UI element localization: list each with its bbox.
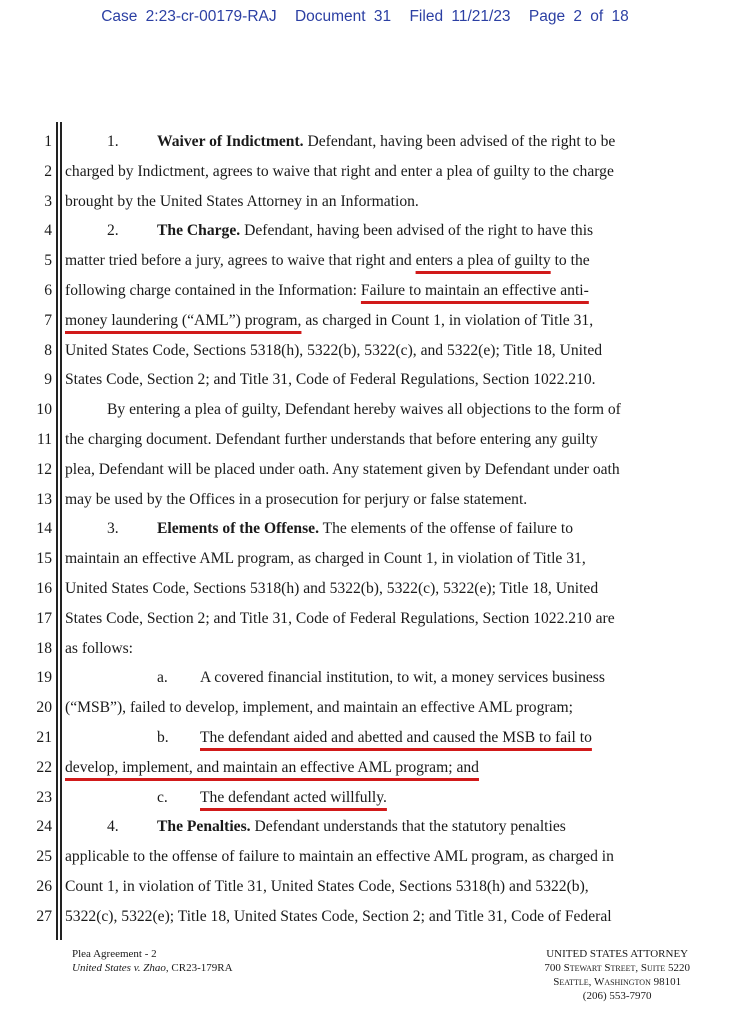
underlined-text: money laundering (“AML”) program, <box>65 311 302 329</box>
city-address: Seattle, Washington 98101 <box>553 976 682 988</box>
line-text <box>65 367 596 393</box>
line-number: 8 <box>44 341 52 359</box>
document-number: Document 31 <box>294 8 392 25</box>
line-text <box>65 457 620 483</box>
phone-number: (206) 553-7970 <box>582 990 652 1002</box>
text-run: charged by Indictment, agrees to waive that right and enter a plea of guilty to the charge <box>65 162 614 180</box>
text-run: as follows: <box>65 639 134 657</box>
text-run: may be used by the Offices in a prosecution for perjury or false statement. <box>65 490 528 508</box>
line-text <box>107 129 615 155</box>
text-run: matter tried before a jury, agrees to waive that right and <box>65 252 416 270</box>
text-run: Count 1, in violation of Title 31, United States Code, Sections 5318(h) and 5322(b), <box>65 878 589 895</box>
line-text <box>65 874 589 900</box>
document-line <box>0 606 730 632</box>
document-line <box>0 367 730 393</box>
text-run: to the <box>550 252 590 270</box>
underlined-text: enters a plea of guilty <box>415 252 551 270</box>
document-line <box>0 308 730 334</box>
document-line <box>0 487 730 513</box>
line-text <box>157 665 605 691</box>
document-line <box>0 844 730 870</box>
text-run: (“MSB”), failed to develop, implement, and maintain an effective AML program; <box>65 699 573 717</box>
line-number: 27 <box>36 907 52 925</box>
footer-case-caption: United States v. Zhao, CR23-179RA <box>72 962 233 974</box>
paragraph-marker: 1. <box>107 133 119 150</box>
document-line <box>0 129 730 155</box>
line-number: 7 <box>44 311 52 329</box>
line-number: 19 <box>36 669 52 687</box>
section-heading: The Charge. <box>157 222 241 240</box>
line-text <box>65 338 602 364</box>
street-address: 700 Stewart Street, Suite 5220 <box>544 962 690 974</box>
line-number: 16 <box>36 580 52 597</box>
line-number: 3 <box>44 192 52 210</box>
document-line <box>0 189 730 215</box>
line-text <box>65 278 589 304</box>
text-run: States Code, Section 2; and Title 31, Code of Federal Regulations, Section 1022.210. <box>65 371 596 389</box>
line-number: 1 <box>44 133 52 150</box>
text-run: United States Code, Sections 5318(h), 5322(b), 5322(c), and 5322(e); Title 18, United <box>65 341 603 359</box>
paragraph-marker: 3. <box>107 520 119 538</box>
text-run: the charging document. Defendant further understands that before entering any guilty <box>65 431 598 448</box>
line-number: 17 <box>36 609 52 627</box>
document-line <box>0 248 730 274</box>
line-text <box>65 606 615 632</box>
line-text <box>65 546 586 572</box>
document-line <box>0 338 730 364</box>
line-text <box>65 189 419 215</box>
text-run: Defendant, having been advised of the right to have this <box>240 222 594 240</box>
document-line <box>0 546 730 572</box>
document-line <box>0 904 730 930</box>
document-line <box>0 576 730 602</box>
line-text <box>65 636 133 662</box>
paragraph-marker: 2. <box>107 222 119 240</box>
text-run: 5322(c), 5322(e); Title 18, United States Code, Section 2; and Title 31, Code of Federal <box>65 907 612 925</box>
line-text <box>65 427 598 453</box>
line-number: 12 <box>36 460 52 478</box>
line-text <box>65 755 479 781</box>
document-line <box>0 636 730 662</box>
line-number: 22 <box>36 758 52 776</box>
document-line <box>0 457 730 483</box>
line-number: 21 <box>36 729 52 746</box>
line-number: 13 <box>36 490 52 508</box>
text-run: following charge contained in the Information: <box>65 282 361 299</box>
line-number: 6 <box>44 282 52 299</box>
section-heading: Elements of the Offense. <box>157 520 319 538</box>
line-text <box>65 695 573 721</box>
line-text <box>65 904 612 930</box>
line-text <box>65 487 527 513</box>
line-number: 9 <box>44 371 52 389</box>
case-number: Case 2:23-cr-00179-RAJ <box>101 8 277 25</box>
text-run: The elements of the offense of failure to <box>318 520 573 538</box>
text-run: By entering a plea of guilty, Defendant hereby waives all objections to the form of <box>107 401 621 419</box>
text-run: applicable to the offense of failure to maintain an effective AML program, as charged in <box>65 848 614 866</box>
line-number: 18 <box>36 639 52 657</box>
line-number: 20 <box>36 699 52 717</box>
line-text <box>65 248 590 274</box>
line-number: 2 <box>44 162 52 180</box>
text-run: United States Code, Sections 5318(h) and 5322(b), 5322(c), 5322(e); Title 18, United <box>65 580 599 597</box>
document-line <box>0 814 730 840</box>
footer-address <box>544 947 690 1003</box>
line-text <box>107 397 621 423</box>
office-name: UNITED STATES ATTORNEY <box>546 948 689 960</box>
document-line <box>0 695 730 721</box>
line-number: 10 <box>36 401 52 419</box>
line-number: 15 <box>36 550 52 568</box>
document-line <box>0 874 730 900</box>
section-heading: Waiver of Indictment. <box>157 133 304 150</box>
line-number: 4 <box>44 222 52 240</box>
text-run: A covered financial institution, to wit, a money services business <box>200 669 605 687</box>
line-text <box>107 814 566 840</box>
text-run: Defendant understands that the statutory penalties <box>250 818 566 836</box>
filed-date: Filed 11/21/23 <box>409 8 511 25</box>
paragraph-marker: c. <box>157 788 168 806</box>
paragraph-marker: a. <box>157 669 168 687</box>
text-run: brought by the United States Attorney in an Information. <box>65 192 419 210</box>
document-line <box>0 397 730 423</box>
line-text <box>107 218 593 244</box>
case-header <box>0 8 730 26</box>
document-line <box>0 278 730 304</box>
underlined-text: The defendant acted willfully. <box>200 788 387 806</box>
line-text <box>157 725 592 751</box>
line-number: 5 <box>44 252 52 270</box>
line-number: 23 <box>36 788 52 806</box>
line-number: 11 <box>36 431 52 448</box>
text-run: Defendant, having been advised of the right to be <box>303 133 616 150</box>
underlined-text: Failure to maintain an effective anti- <box>360 282 589 299</box>
document-line <box>0 427 730 453</box>
underlined-text: The defendant aided and abetted and caused the MSB to fail to <box>200 729 592 746</box>
line-text <box>65 159 614 185</box>
text-run: as charged in Count 1, in violation of Title 31, <box>301 311 594 329</box>
line-text <box>65 308 593 334</box>
line-number: 14 <box>36 520 52 538</box>
line-number: 25 <box>36 848 52 866</box>
line-number: 26 <box>36 878 52 895</box>
line-text <box>107 516 573 542</box>
line-text <box>65 576 598 602</box>
document-line <box>0 218 730 244</box>
line-text <box>65 844 614 870</box>
document-line <box>0 755 730 781</box>
section-heading: The Penalties. <box>157 818 251 836</box>
text-run: plea, Defendant will be placed under oath. Any statement given by Defendant under oath <box>65 460 620 478</box>
line-text <box>157 785 387 811</box>
document-line <box>0 516 730 542</box>
document-line <box>0 725 730 751</box>
footer-left <box>72 947 233 975</box>
document-line <box>0 159 730 185</box>
document-line <box>0 665 730 691</box>
text-run: States Code, Section 2; and Title 31, Code of Federal Regulations, Section 1022.210 are <box>65 609 615 627</box>
text-run: maintain an effective AML program, as charged in Count 1, in violation of Title 31, <box>65 550 586 568</box>
paragraph-marker: 4. <box>107 818 119 836</box>
document-line <box>0 785 730 811</box>
paragraph-marker: b. <box>157 729 169 746</box>
page-number: Page 2 of 18 <box>528 8 629 25</box>
underlined-text: develop, implement, and maintain an effective AML program; and <box>65 758 479 776</box>
line-number: 24 <box>36 818 52 836</box>
footer-title: Plea Agreement - 2 <box>72 948 157 960</box>
